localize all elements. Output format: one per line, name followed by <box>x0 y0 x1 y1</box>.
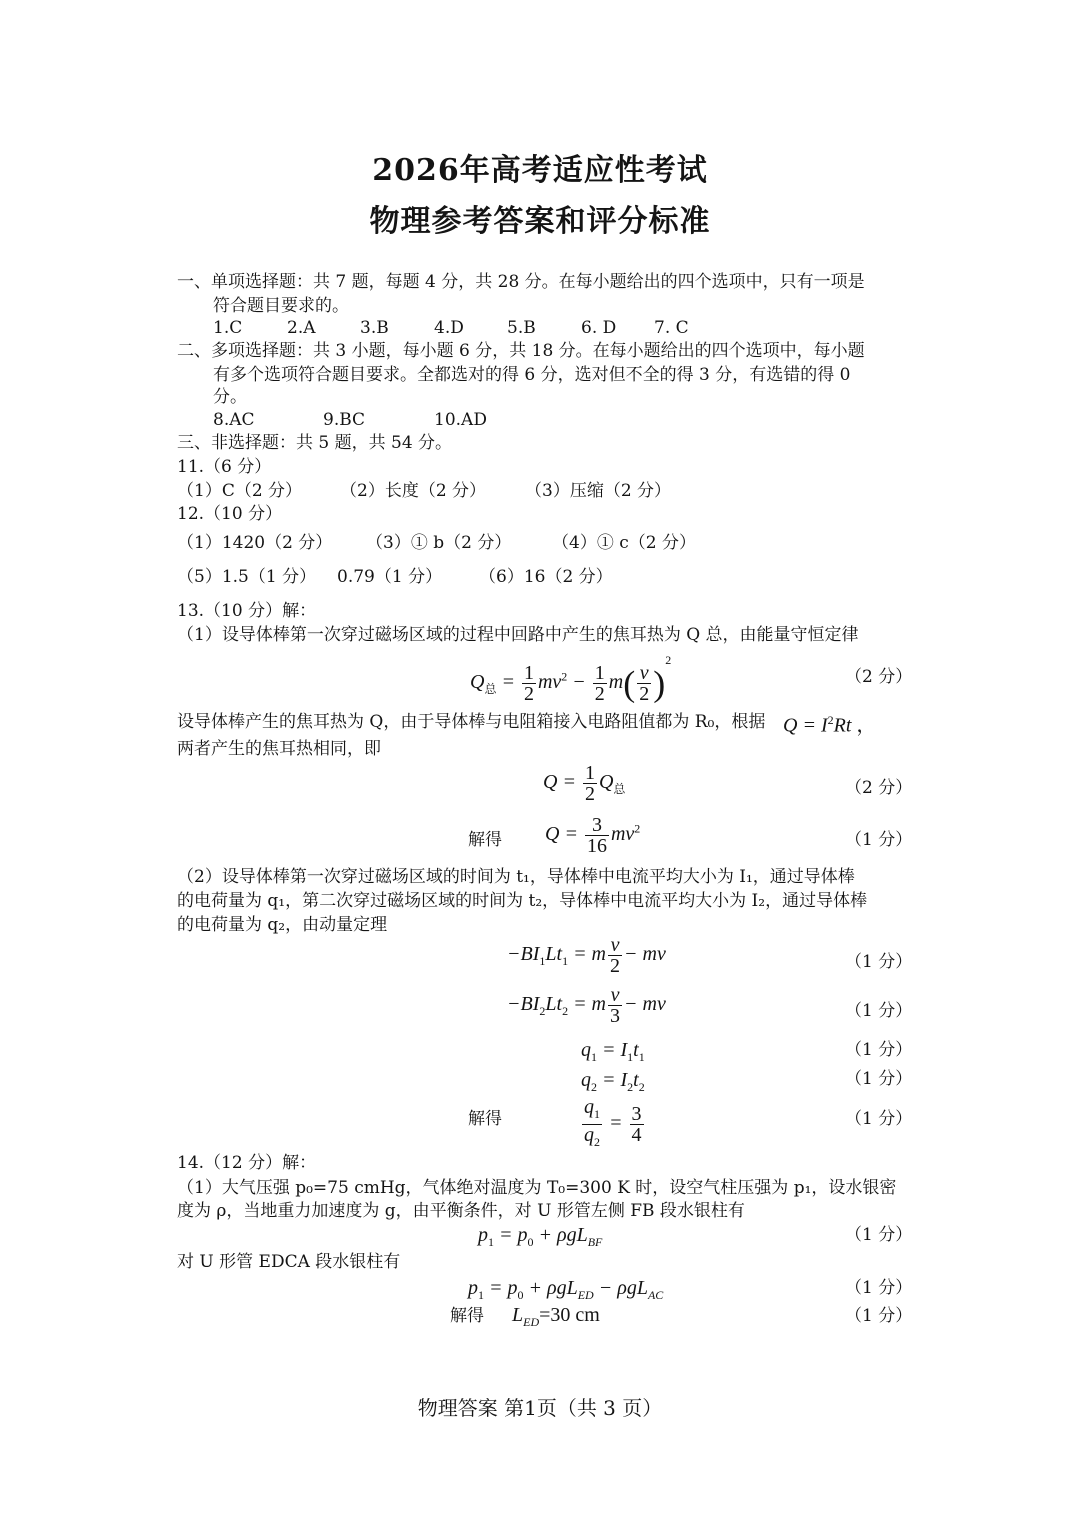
section1-line2: 符合题目要求的。 <box>213 296 349 316</box>
q13-para-1: （1）设导体棒第一次穿过磁场区域的过程中回路中产生的焦耳热为 Q 总，由能量守恒定律 <box>177 625 859 645</box>
q14-points-1: （1 分） <box>845 1225 913 1245</box>
answer-10: 10.AD <box>434 410 487 430</box>
subscript-total: 总 <box>484 682 497 696</box>
q13-equation-8: $\frac{q_1}{q_2}$ = $\frac{3}{4}$ <box>584 1096 642 1149</box>
q14-result-value: =30 cm <box>539 1304 600 1326</box>
q14-para-1: （1）大气压强 p₀=75 cmHg，气体绝对温度为 T₀=300 K 时，设空气柱压强为 p₁，设水银密 <box>177 1178 897 1198</box>
q13-points-6: （1 分） <box>845 1040 913 1060</box>
section2-line2: 有多个选项符合题目要求。全都选对的得 6 分，选对但不全的得 3 分，有选错的得 0 <box>213 365 851 385</box>
q13-equation-4: $-BI_1Lt_1 = m$ $\frac{v}{2}$ − mv <box>507 934 666 977</box>
q13-para-4: （2）设导体棒第一次穿过磁场区域的时间为 t₁，导体棒中电流平均大小为 I₁，通过导体棒 <box>177 867 855 887</box>
q14-equation-2: $p_1 = p_0 + \rho gL_{ED} - \rho gL_{AC}$ <box>468 1277 664 1302</box>
answer-7: 7. C <box>654 318 689 338</box>
q12-item-4: （4）① c（2 分） <box>552 533 696 553</box>
q13-solve-1: 解得 <box>468 830 502 850</box>
q14-result: $L_{ED}=30$ cm <box>512 1304 600 1329</box>
q14-points-2: （1 分） <box>845 1278 913 1298</box>
q12-item-6: （6）16（2 分） <box>479 567 613 587</box>
q12-item-3: （3）① b（2 分） <box>366 533 512 553</box>
q13-joule-law: $Q = I^2Rt$ ， <box>783 713 877 737</box>
answer-6: 6. D <box>581 318 617 338</box>
q13-para-5: 的电荷量为 q₁，第二次穿过磁场区域的时间为 t₂，导体棒中电流平均大小为 I₂，通过导体棒 <box>177 891 868 911</box>
q13-equation-5: $-BI_2Lt_2 = m$ $\frac{v}{3}$ − mv <box>507 984 666 1027</box>
q11-item-3: （3）压缩（2 分） <box>525 481 672 501</box>
q12-item-5b: 0.79（1 分） <box>337 567 443 587</box>
page-footer: 物理答案 第1页（共 3 页） <box>417 1396 663 1420</box>
q14-solve: 解得 <box>450 1306 484 1326</box>
q12-item-1: （1）1420（2 分） <box>177 533 333 553</box>
q13-para-6: 的电荷量为 q₂，由动量定理 <box>177 915 388 935</box>
answer-1: 1.C <box>213 318 243 338</box>
answer-4: 4.D <box>434 318 464 338</box>
q13-head: 13.（10 分）解： <box>177 601 317 621</box>
q12-item-5: （5）1.5（1 分） <box>177 567 317 587</box>
q13-equation-2: Q = $\frac{1}{2}$ $Q_总$ <box>543 762 626 805</box>
q13-points-1: （2 分） <box>845 667 913 687</box>
answer-8: 8.AC <box>213 410 255 430</box>
q12-head: 12.（10 分） <box>177 504 283 524</box>
q14-para-2: 度为 ρ，当地重力加速度为 g，由平衡条件，对 U 形管左侧 FB 段水银柱有 <box>177 1201 745 1221</box>
answer-9: 9.BC <box>323 410 366 430</box>
q13-points-5: （1 分） <box>845 1001 913 1021</box>
q13-para-3: 两者产生的焦耳热相同，即 <box>177 739 381 759</box>
section2-line1: 二、多项选择题：共 3 小题，每小题 6 分，共 18 分。在每小题给出的四个选项中，每小题 <box>177 341 865 361</box>
q11-item-2: （2）长度（2 分） <box>340 481 487 501</box>
q13-equation-3: Q = $\frac{3}{16}$ $mv^2$ <box>545 814 641 857</box>
q13-points-3: （1 分） <box>845 830 913 850</box>
q13-solve-2: 解得 <box>468 1109 502 1129</box>
q13-equation-7: $q_2 = I_2t_2$ <box>581 1069 645 1094</box>
section2-line3: 分。 <box>213 387 247 407</box>
q13-para-2: 设导体棒产生的焦耳热为 Q，由于导体棒与电阻箱接入电路阻值都为 R₀，根据 <box>177 712 766 732</box>
q11-item-1: （1）C（2 分） <box>177 481 303 501</box>
q13-points-2: （2 分） <box>845 778 913 798</box>
section3-line1: 三、非选择题：共 5 题，共 54 分。 <box>177 433 453 453</box>
q14-head: 14.（12 分）解： <box>177 1153 317 1173</box>
q14-para-3: 对 U 形管 EDCA 段水银柱有 <box>177 1252 401 1272</box>
q13-points-4: （1 分） <box>845 952 913 972</box>
q13-equation-6: $q_1 = I_1t_1$ <box>581 1039 645 1064</box>
q11-head: 11.（6 分） <box>177 457 272 477</box>
q13-equation-1: $Q_总$ = $\frac{1}{2}$ $mv^2$ − $\frac{1}{2}$ m( $\frac{v}{2}$ )$^2$ <box>470 653 672 705</box>
q14-points-3: （1 分） <box>845 1306 913 1326</box>
answer-3: 3.B <box>360 318 389 338</box>
exam-subtitle: 物理参考答案和评分标准 <box>369 204 711 239</box>
answer-2: 2.A <box>287 318 316 338</box>
exam-title: 2026年高考适应性考试 <box>372 153 708 188</box>
q13-points-8: （1 分） <box>845 1109 913 1129</box>
section1-line1: 一、单项选择题：共 7 题，每题 4 分，共 28 分。在每小题给出的四个选项中，只有一项是 <box>177 272 865 292</box>
q13-points-7: （1 分） <box>845 1069 913 1089</box>
answer-5: 5.B <box>507 318 536 338</box>
q14-equation-1: $p_1 = p_0 + \rho gL_{BF}$ <box>478 1224 603 1249</box>
